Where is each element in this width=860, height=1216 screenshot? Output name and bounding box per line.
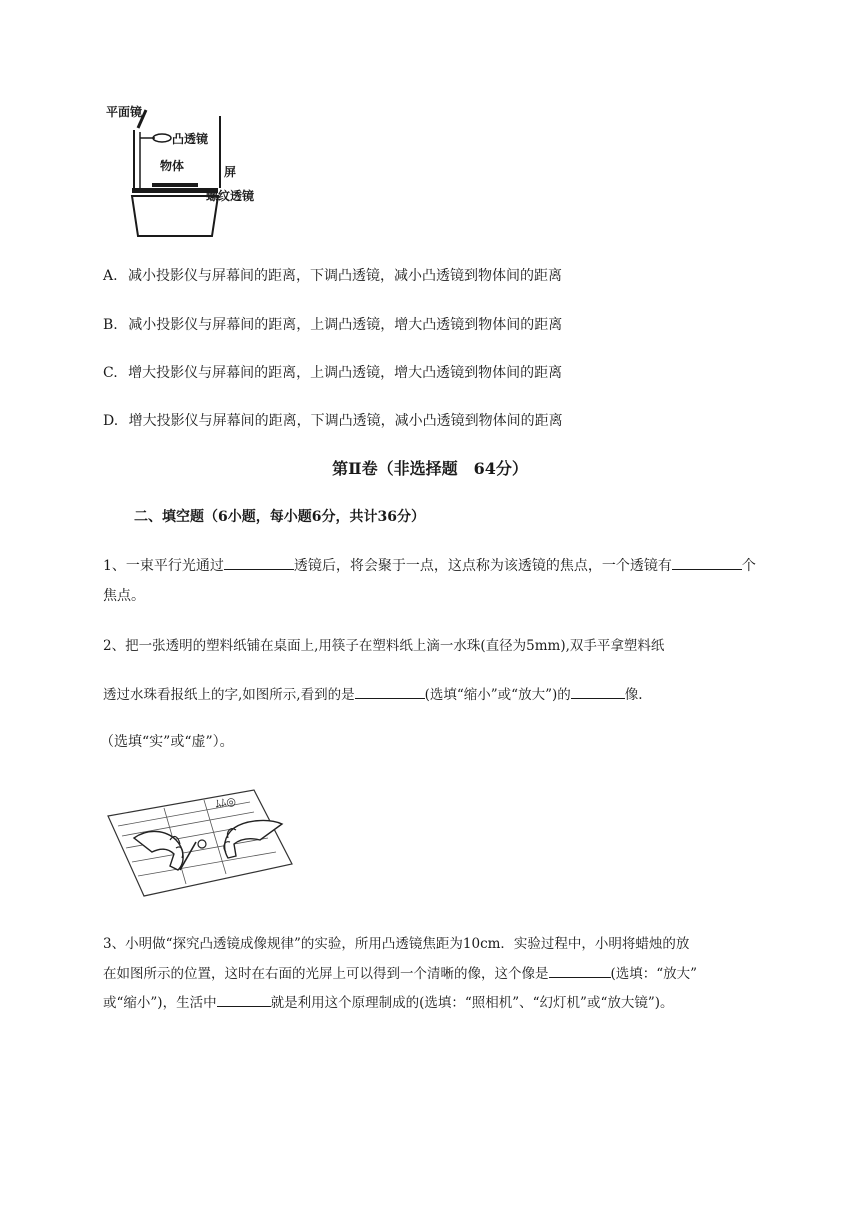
q1-text-c: 个 bbox=[741, 558, 756, 574]
label-convex-lens: 凸透镜 bbox=[172, 132, 209, 146]
newspaper-shape bbox=[108, 790, 292, 896]
option-c[interactable] bbox=[103, 362, 562, 382]
q2-blank-2[interactable] bbox=[571, 684, 625, 699]
question-1-line1 bbox=[103, 555, 756, 575]
q2-text-a: 透过水珠看报纸上的字,如图所示,看到的是 bbox=[103, 687, 355, 703]
q3-text-d: 就是利用这个原理制成的(选填：“照相机”、“幻灯机”或“放大镜”)。 bbox=[270, 995, 674, 1011]
question-2-line2 bbox=[103, 683, 643, 703]
label-plane-mirror: 平面镜 bbox=[106, 105, 143, 119]
newspaper-header-glyph: ﾑﾑ◎ bbox=[214, 794, 237, 811]
q1-text-a: 1、一束平行光通过 bbox=[103, 558, 224, 574]
q2-blank-1[interactable] bbox=[355, 684, 425, 699]
option-text: 增大投影仪与屏幕间的距离，上调凸透镜，增大凸透镜到物体间的距离 bbox=[128, 365, 563, 381]
question-3-line1: 3、小明做“探究凸透镜成像规律”的实验，所用凸透镜焦距为10cm．实验过程中，小明将蜡烛的放 bbox=[103, 936, 690, 952]
q3-text-a: 在如图所示的位置，这时在右面的光屏上可以得到一个清晰的像，这个像是 bbox=[103, 966, 549, 982]
option-text: 减小投影仪与屏幕间的距离，下调凸透镜，减小凸透镜到物体间的距离 bbox=[128, 268, 563, 284]
question-2-line3: （选填“实”或“虚”）。 bbox=[100, 734, 234, 750]
option-letter: B. bbox=[103, 317, 118, 333]
q3-text-b: (选填：“放大” bbox=[610, 966, 698, 982]
q3-text-c: 或“缩小”)，生活中 bbox=[103, 995, 217, 1011]
q3-blank-2[interactable] bbox=[217, 992, 271, 1007]
option-letter: D. bbox=[103, 413, 119, 429]
part-title: 第Ⅱ卷（非选择题 64分） bbox=[332, 459, 528, 478]
option-letter: A. bbox=[103, 268, 118, 284]
question-2-line1: 2、把一张透明的塑料纸铺在桌面上,用筷子在塑料纸上滴一水珠(直径为5mm),双手平拿塑料纸 bbox=[103, 638, 665, 654]
option-text: 减小投影仪与屏幕间的距离，上调凸透镜，增大凸透镜到物体间的距离 bbox=[128, 317, 563, 333]
projector-diagram bbox=[100, 96, 270, 244]
label-fresnel-lens: 螺纹透镜 bbox=[206, 189, 255, 203]
q3-blank-1[interactable] bbox=[549, 963, 611, 978]
label-object: 物体 bbox=[160, 159, 185, 173]
q2-text-c: 像. bbox=[624, 687, 643, 703]
option-b[interactable] bbox=[103, 314, 562, 334]
option-d[interactable] bbox=[103, 410, 563, 430]
q1-text-d: 焦点。 bbox=[103, 588, 145, 604]
convex-lens-shape bbox=[153, 134, 171, 142]
water-drop-newspaper-figure bbox=[104, 778, 296, 904]
q1-blank-1[interactable] bbox=[224, 555, 294, 570]
q1-text-b: 透镜后，将会聚于一点，这点称为该透镜的焦点，一个透镜有 bbox=[293, 558, 672, 574]
section-title: 二、填空题（6小题，每小题6分，共计36分） bbox=[134, 509, 425, 525]
question-3-line2 bbox=[103, 962, 697, 982]
option-letter: C. bbox=[103, 365, 118, 381]
option-text: 增大投影仪与屏幕间的距离，下调凸透镜，减小凸透镜到物体间的距离 bbox=[128, 413, 563, 429]
q2-text-b: (选填“缩小”或“放大”)的 bbox=[424, 687, 571, 703]
label-screen: 屏 bbox=[224, 165, 237, 179]
q1-blank-2[interactable] bbox=[672, 555, 742, 570]
option-a[interactable] bbox=[103, 265, 562, 285]
question-3-line3 bbox=[103, 991, 674, 1011]
object-shape bbox=[152, 183, 198, 187]
